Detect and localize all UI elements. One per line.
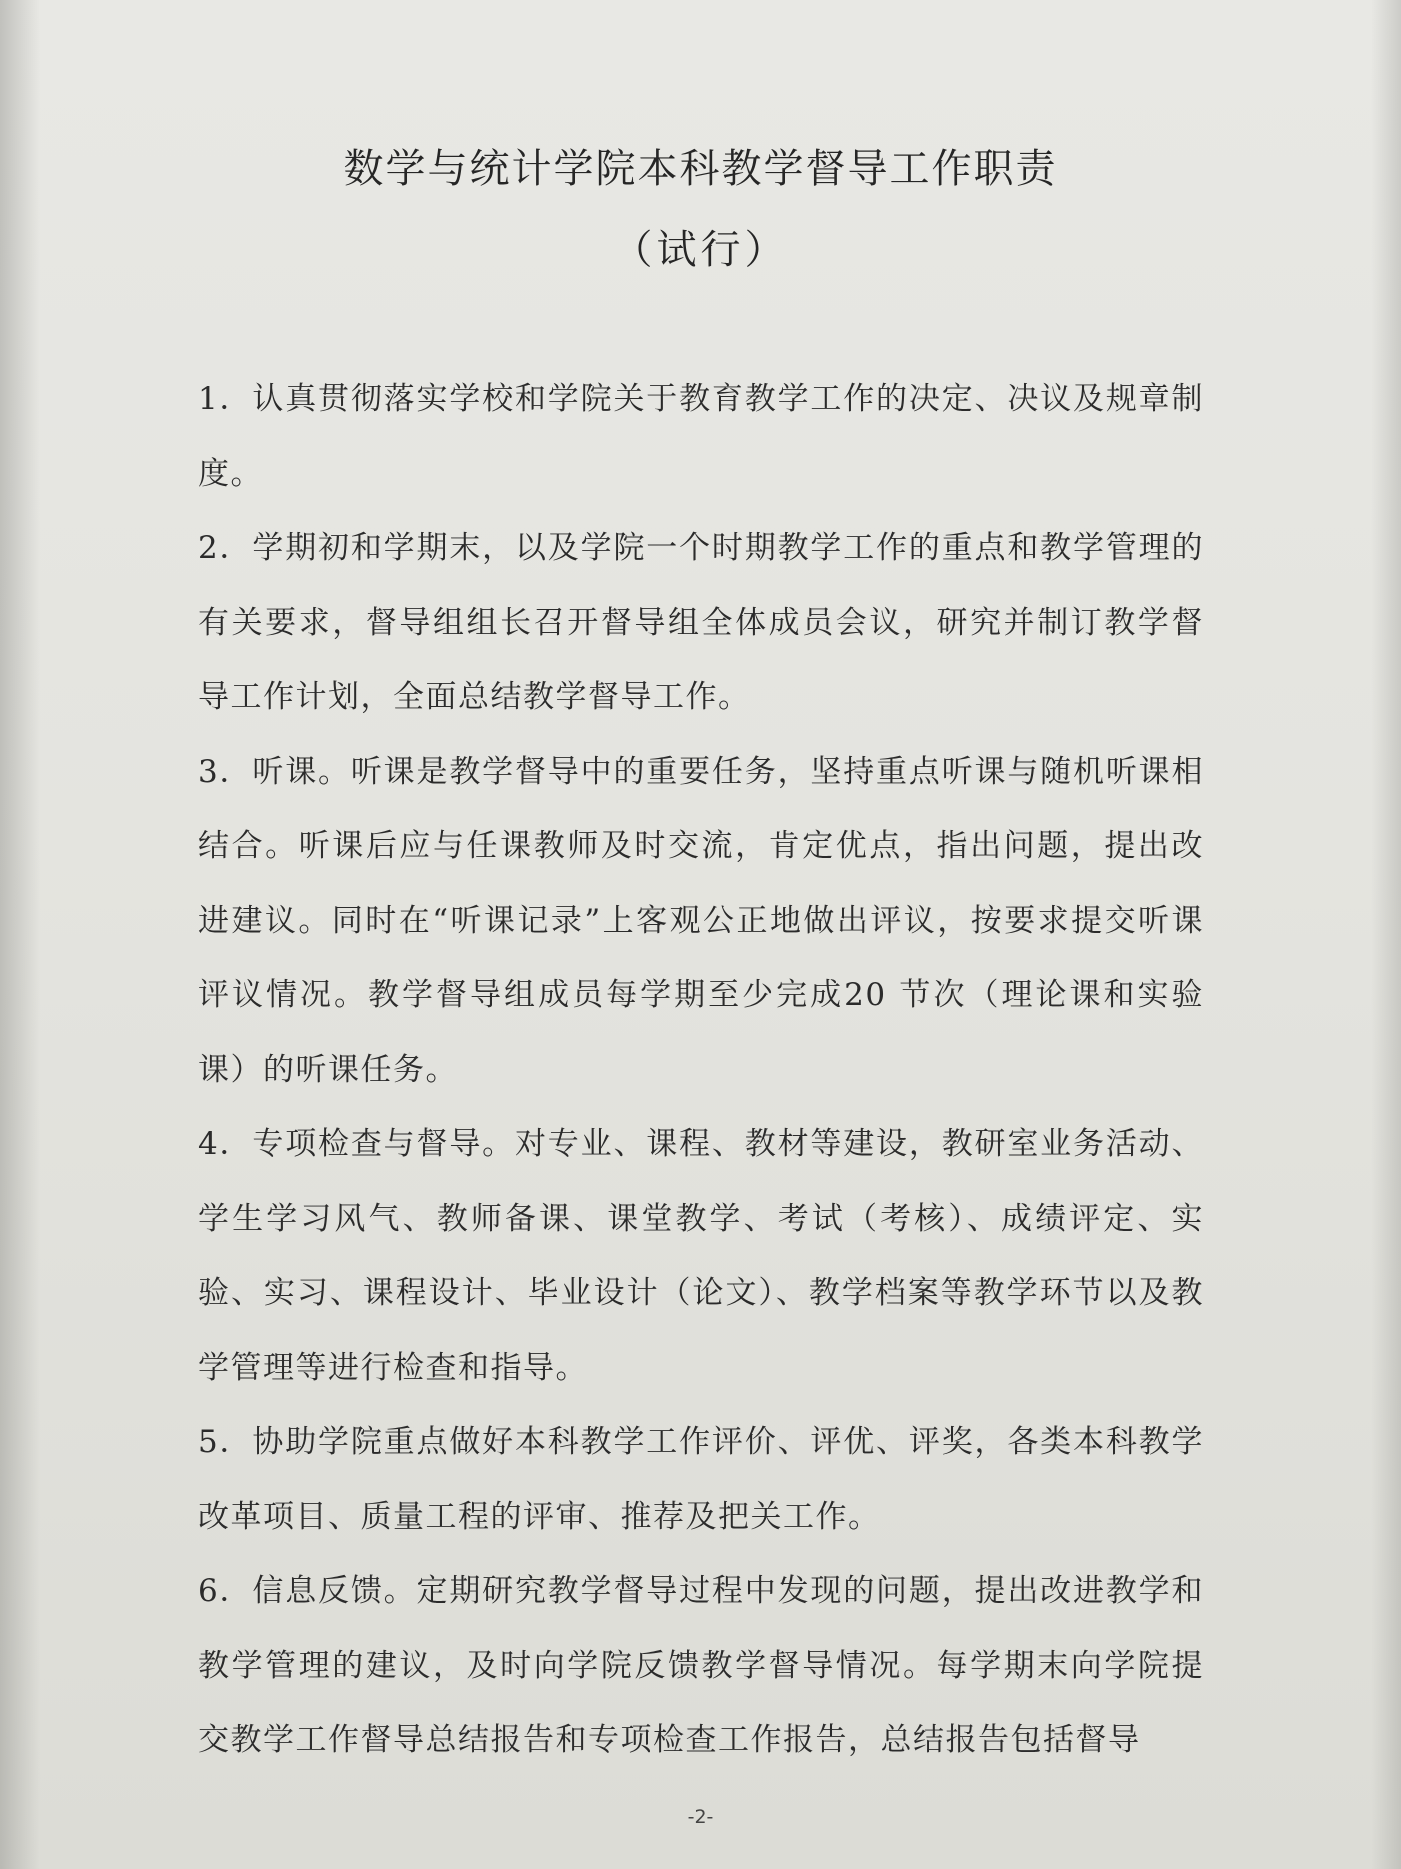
- paragraph-2: 2．学期初和学期末，以及学院一个时期教学工作的重点和教学管理的有关要求，督导组组长召开督导组全体成员会议，研究并制订教学督导工作计划，全面总结教学督导工作。: [198, 530, 1204, 715]
- paragraph-6: 6．信息反馈。定期研究教学督导过程中发现的问题，提出改进教学和教学管理的建议，及时向学院反馈教学督导情况。每学期末向学院提交教学工作督导总结报告和专项检查工作报告，总结报告包括督导: [198, 1573, 1204, 1758]
- paragraph-5: 5．协助学院重点做好本科教学工作评价、评优、评奖，各类本科教学改革项目、质量工程的评审、推荐及把关工作。: [198, 1424, 1204, 1535]
- paragraph-1: 1．认真贯彻落实学校和学院关于教育教学工作的决定、决议及规章制度。: [198, 381, 1204, 492]
- page-edge-shadow-left: [0, 0, 40, 1869]
- page-edge-shadow-right: [1371, 0, 1401, 1869]
- document-title: 数学与统计学院本科教学督导工作职责: [343, 146, 1058, 192]
- document-subtitle: （试行）: [612, 227, 789, 273]
- document-body: [198, 362, 1204, 1778]
- page-number: -2-: [687, 1806, 714, 1828]
- paragraph-4: 4．专项检查与督导。对专业、课程、教材等建设，教研室业务活动、学生学习风气、教师备课、课堂教学、考试（考核）、成绩评定、实验、实习、课程设计、毕业设计（论文）、教学档案等教学环节以及教学管理等进行检查和指导。: [198, 1126, 1204, 1386]
- paragraph-3: 3．听课。听课是教学督导中的重要任务，坚持重点听课与随机听课相结合。听课后应与任课教师及时交流，肯定优点，指出问题，提出改进建议。同时在“听课记录”上客观公正地做出评议，按要求提交听课评议情况。教学督导组成员每学期至少完成20 节次（理论课和实验课）的听课任务。: [198, 753, 1204, 1088]
